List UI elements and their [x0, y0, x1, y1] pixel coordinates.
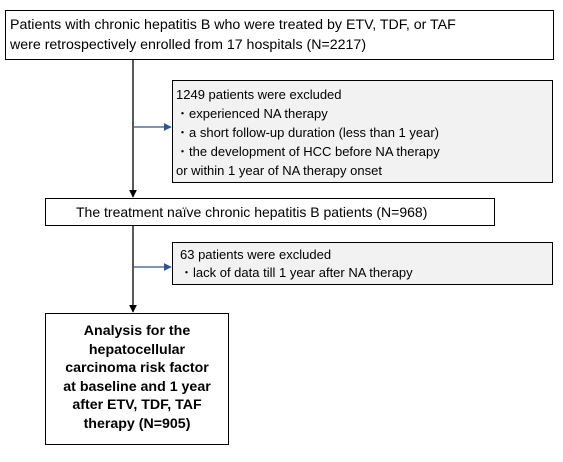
analysis-text-line-2: hepatocellular [88, 341, 186, 358]
analysis-text-line-6: therapy (N=905) [83, 415, 191, 432]
excluded-1-text-line-5: or within 1 year of NA therapy onset [176, 163, 382, 178]
enrolled-text-line-2: were retrospectively enrolled from 17 hospitals (N=2217) [10, 37, 367, 53]
analysis-text-line-3: carcinoma risk factor [65, 360, 209, 376]
analysis-text-line-1: Analysis for the [83, 323, 191, 339]
excluded-1-text-line-3: ・a short follow-up duration (less than 1 year) [176, 125, 440, 140]
enrolled-patients-box [5, 10, 554, 60]
excluded-1-text-line-1: 1249 patients were excluded [176, 87, 342, 102]
analysis-cohort-box [45, 313, 229, 445]
analysis-text-line-4: at baseline and 1 year [63, 378, 211, 395]
excluded-2-text-line-1: 63 patients were excluded [180, 247, 332, 262]
enrolled-text-line-1: Patients with chronic hepatitis B who were treated by ETV, TDF, or TAF [10, 17, 456, 33]
excluded-1-text-line-4: ・the development of HCC before NA therapy [176, 144, 440, 159]
naive-text-line-1: The treatment naïve chronic hepatitis B patients (N=968) [76, 204, 428, 220]
analysis-text-line-5: after ETV, TDF, TAF [72, 397, 202, 413]
excluded-1-text-line-2: ・experienced NA therapy [176, 106, 328, 121]
treatment-naive-patients-box [45, 198, 495, 226]
excluded-2-text-line-2: ・lack of data till 1 year after NA therapy [180, 265, 413, 280]
excluded-patients-box-1 [172, 80, 553, 183]
excluded-patients-box-2 [172, 242, 553, 285]
